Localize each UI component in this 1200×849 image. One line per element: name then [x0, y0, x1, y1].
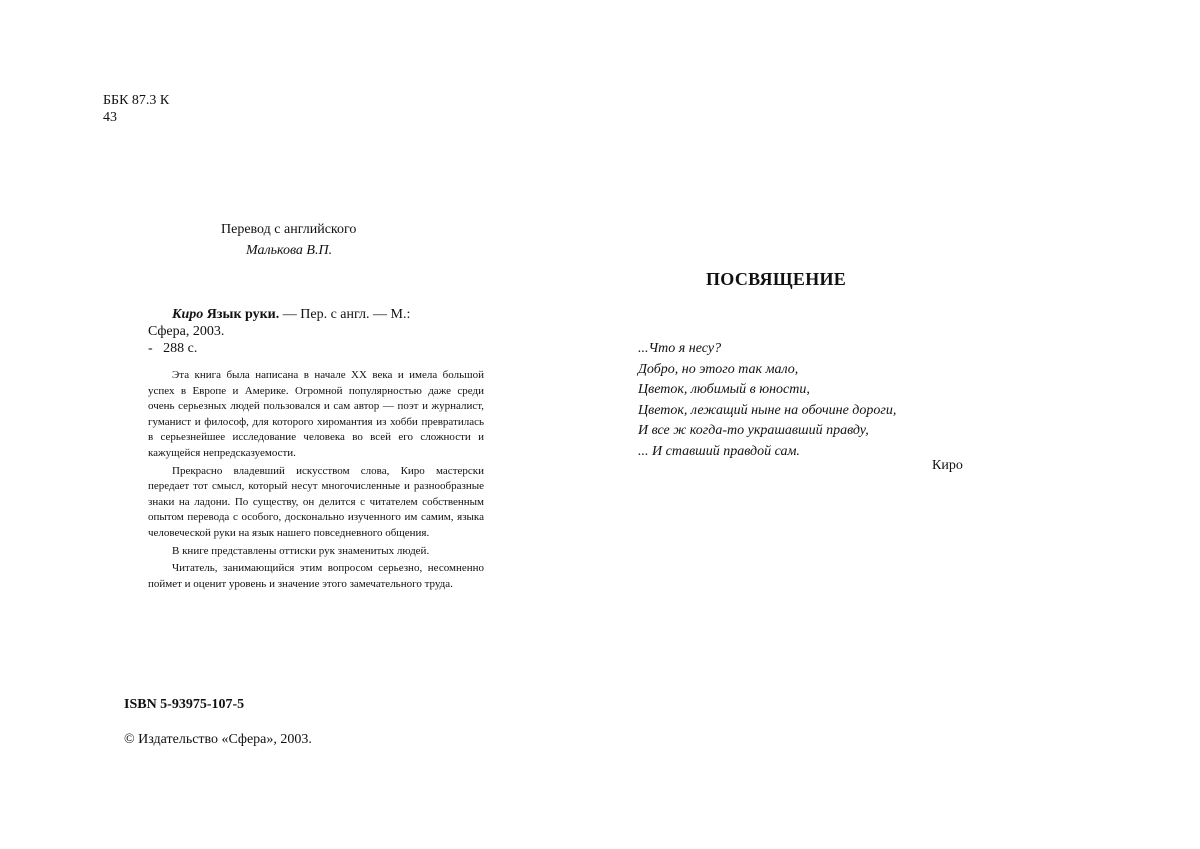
citation-publisher: Сфера, 2003. — [148, 324, 225, 339]
bibliographic-citation — [148, 306, 448, 357]
citation-rest: — Пер. с англ. — М.: — [279, 307, 411, 322]
bbk-classification — [103, 92, 169, 126]
dedication-title: ПОСВЯЩЕНИЕ — [706, 269, 847, 289]
citation-title: Язык руки. — [206, 307, 280, 322]
annotation-paragraph: Читатель, занимающийся этим вопросом серьезно, несомненно поймет и оценит уровень и значение этого замечательного труда. — [148, 562, 484, 590]
annotation-paragraph: В книге представлены оттиски рук знаменитых людей. — [172, 544, 430, 557]
poem-author: Киро — [932, 458, 963, 473]
annotation — [148, 368, 484, 594]
annotation-paragraph: Эта книга была написана в начале XX века и имела большой успех в Европе и Америке. Огромной популярностью даже среди очень серьезных людей пользовался и сам автор — поэт и журналист, гуманист и философ, для которого хиромантия из хобби превратилась в серьезнейшее исследование человека во всей его сложности и кажущейся непредсказуемости. — [148, 369, 484, 459]
annotation-paragraph: Прекрасно владевший искусством слова, Киро мастерски передает тот смысл, который несут многочисленные и разнообразные знаки на ладони. По существу, он делится с читателем собственным опытом перевода с особого, досконально изученного им самим, языка человеческой руки на язык нашего повседневного общения. — [148, 464, 484, 539]
dedication-poem — [638, 339, 896, 463]
translator-name: Малькова В.П. — [246, 243, 333, 258]
bbk-line-2: 43 — [103, 110, 117, 125]
poem-line: Добро, но этого так мало, — [638, 361, 799, 377]
citation-author: Киро — [172, 307, 204, 322]
citation-pages: - 288 с. — [148, 341, 198, 356]
poem-line: ...Что я несу? — [638, 341, 722, 356]
poem-line: Цветок, лежащий ныне на обочине дороги, — [638, 402, 897, 418]
poem-line: Цветок, любимый в юности, — [638, 382, 810, 398]
bbk-line-1: ББК 87.3 К — [103, 93, 170, 108]
poem-line: ... И ставший правдой сам. — [638, 443, 800, 459]
translation-note — [221, 219, 356, 261]
poem-line: И все ж когда-то украшавший правду, — [638, 423, 869, 439]
translation-label: Перевод с английского — [221, 222, 357, 237]
isbn: ISBN 5-93975-107-5 — [124, 697, 245, 712]
copyright-notice: © Издательство «Сфера», 2003. — [124, 732, 312, 747]
